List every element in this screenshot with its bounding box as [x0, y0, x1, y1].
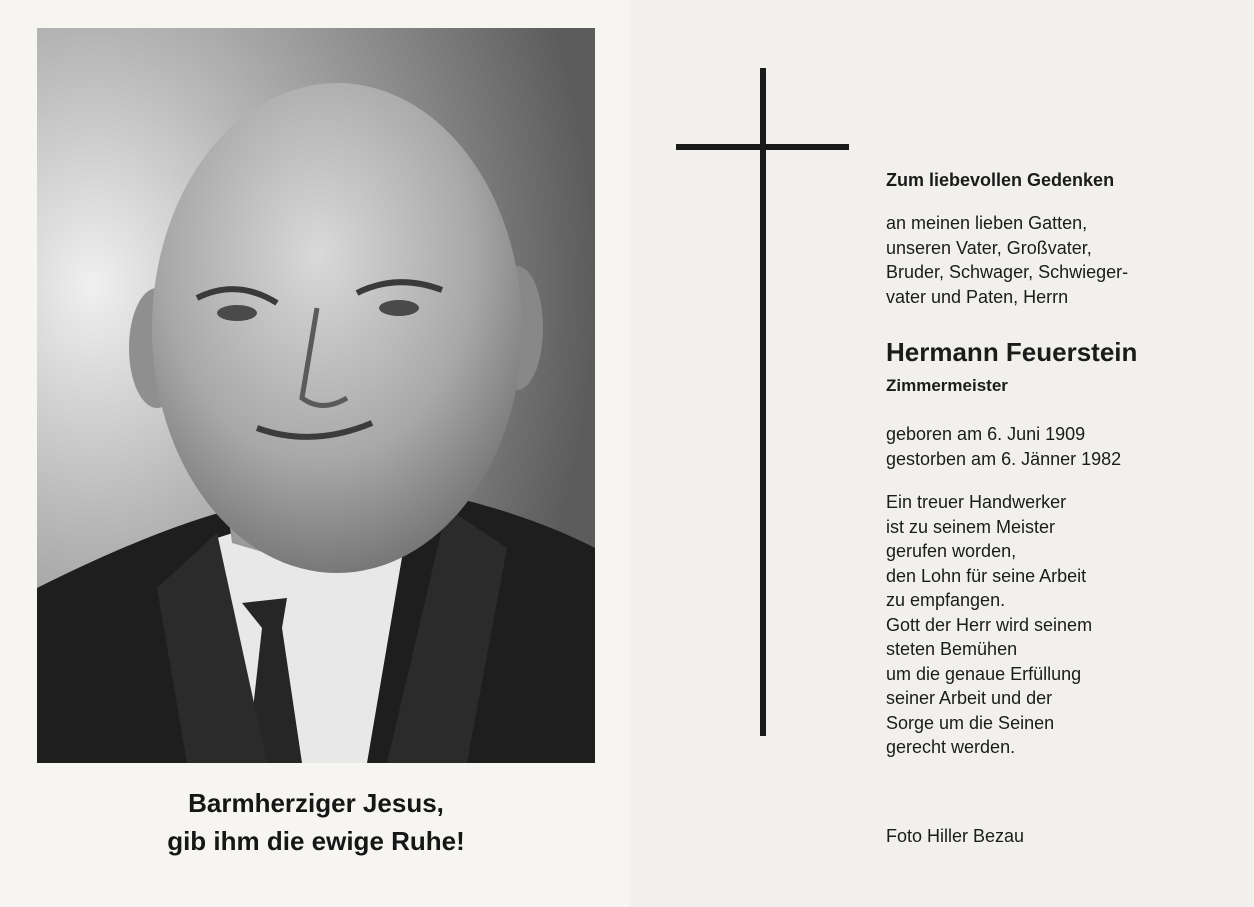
verse-line: ist zu seinem Meister — [886, 516, 1056, 537]
intro-line: an meinen lieben Gatten, — [886, 213, 1088, 233]
death-date: gestorben am 6. Jänner 1982 — [886, 449, 1122, 469]
photo-credit: Foto Hiller Bezau — [886, 826, 1025, 846]
verse-line: Ein treuer Handwerker — [886, 492, 1067, 512]
verse-line: gerufen worden, — [886, 541, 1017, 561]
intro-line: unseren Vater, Großvater, — [886, 237, 1092, 258]
verse-line: Gott der Herr wird seinem — [886, 614, 1093, 635]
memorial-heading: Zum liebevollen Gedenken — [886, 170, 1115, 190]
memorial-verse — [886, 490, 1246, 760]
verse-line: steten Bemühen — [886, 639, 1018, 659]
verse-line: Sorge um die Seinen — [886, 712, 1055, 733]
prayer-line-1: Barmherziger Jesus, — [188, 788, 444, 818]
intro-line: vater und Paten, Herrn — [886, 286, 1069, 307]
verse-line: zu empfangen. — [886, 590, 1006, 610]
deceased-occupation: Zimmermeister — [886, 376, 1008, 395]
verse-line: den Lohn für seine Arbeit — [886, 565, 1087, 586]
verse-line: gerecht werden. — [886, 737, 1016, 757]
portrait-image — [37, 28, 595, 763]
verse-line: seiner Arbeit und der — [886, 688, 1053, 708]
prayer-text — [37, 784, 595, 860]
cross-icon-vertical — [760, 68, 766, 736]
life-dates — [886, 422, 1246, 472]
intro-line: Bruder, Schwager, Schwieger- — [886, 262, 1129, 282]
birth-date: geboren am 6. Juni 1909 — [886, 424, 1086, 444]
prayer-line-2: gib ihm die ewige Ruhe! — [167, 826, 465, 856]
portrait-photo — [37, 28, 595, 763]
deceased-name: Hermann Feuerstein — [886, 337, 1138, 367]
cross-icon-horizontal — [676, 144, 849, 150]
memorial-intro — [886, 211, 1246, 309]
verse-line: um die genaue Erfüllung — [886, 663, 1082, 684]
